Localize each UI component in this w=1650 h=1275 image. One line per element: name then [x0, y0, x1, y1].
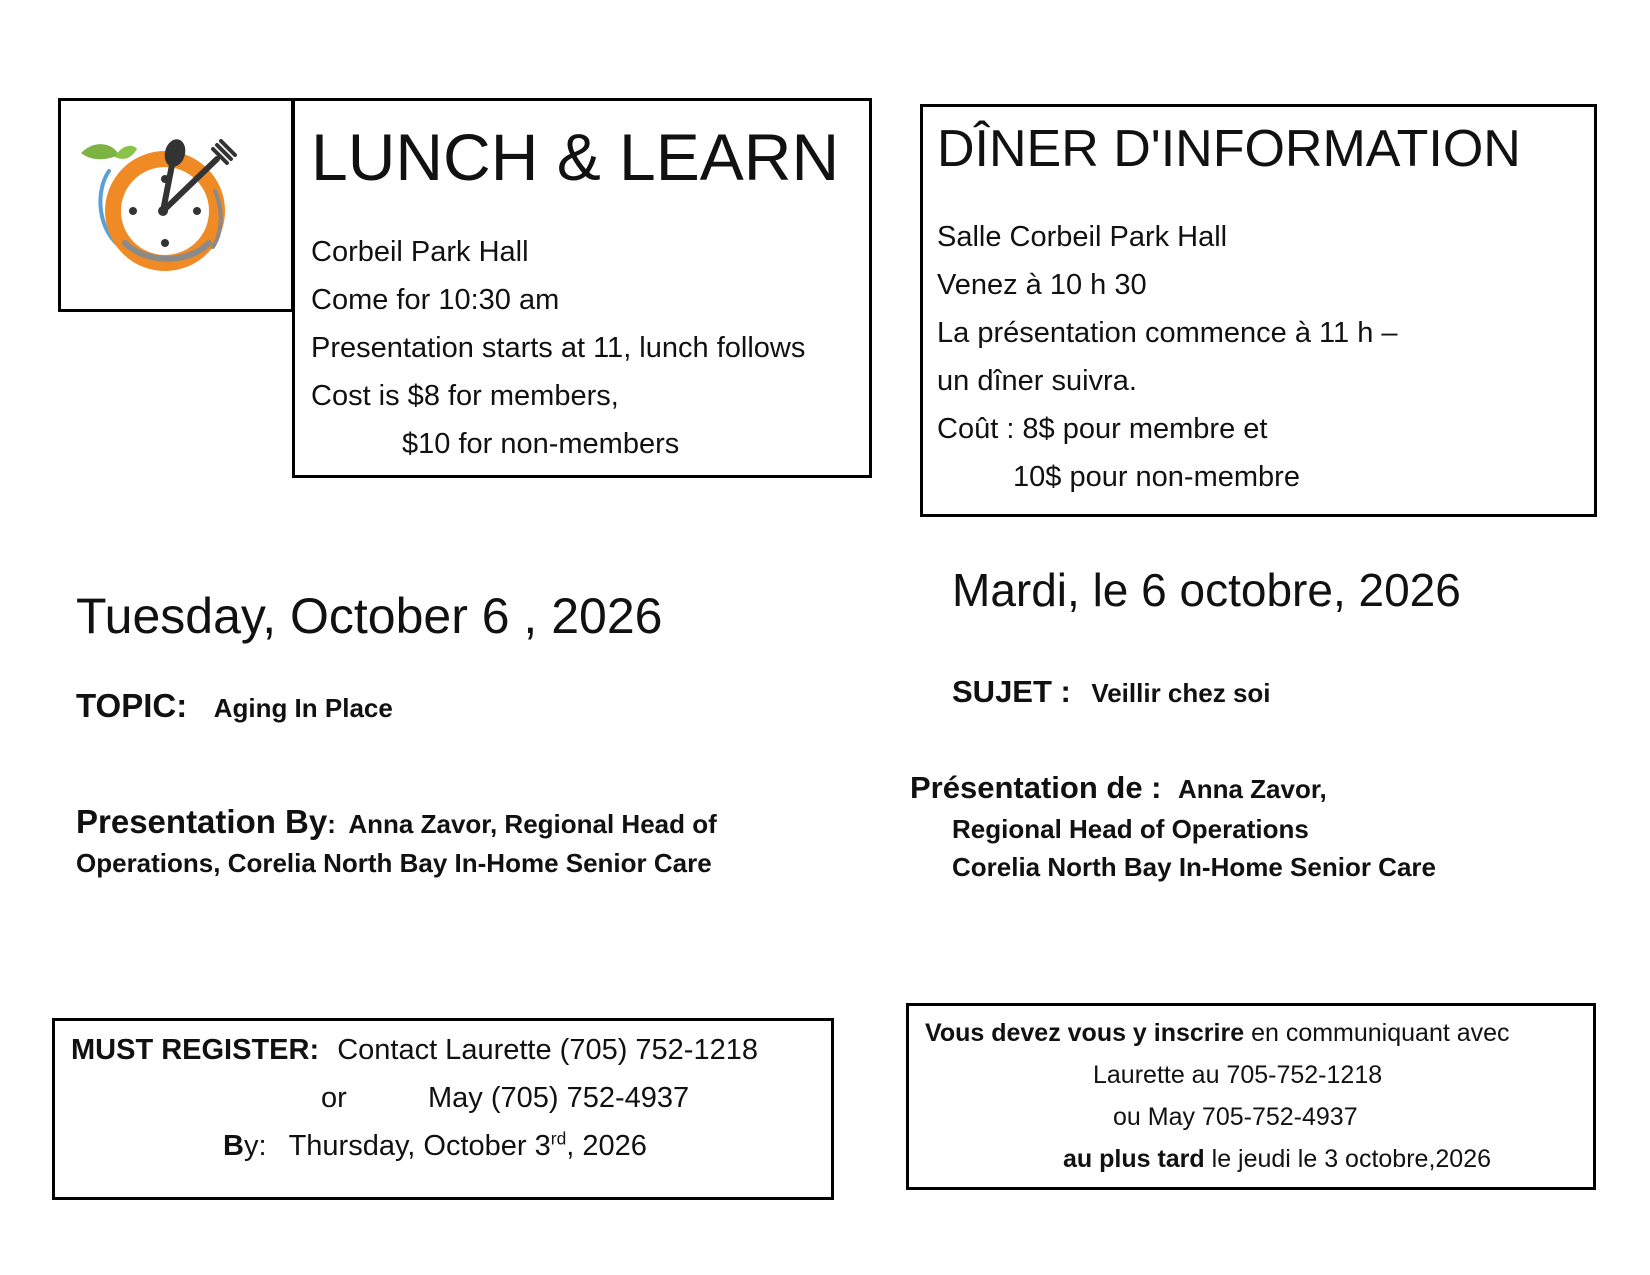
french-lunch: un dîner suivra.	[937, 365, 1137, 397]
french-deadline-bold: au plus tard	[1063, 1145, 1205, 1173]
english-register-box	[52, 1018, 834, 1200]
french-schedule: La présentation commence à 11 h –	[937, 317, 1398, 349]
logo-box	[58, 98, 294, 312]
french-info-box	[920, 104, 1597, 517]
french-register-laurette: Laurette au 705-752-1218	[1093, 1061, 1383, 1089]
french-presenter-role: Regional Head of Operations	[952, 814, 1309, 844]
register-deadline-post: , 2026	[566, 1130, 647, 1162]
register-or: or	[321, 1082, 347, 1114]
register-label: MUST REGISTER:	[71, 1034, 320, 1066]
french-register-deadline	[1063, 1142, 1491, 1176]
french-register-may: ou May 705-752-4937	[1113, 1103, 1358, 1131]
english-presenter-org: Operations, Corelia North Bay In-Home Senior Care	[76, 848, 712, 878]
french-topic-label: SUJET :	[952, 674, 1071, 709]
french-presenter-name: Anna Zavor,	[1177, 774, 1327, 804]
english-topic	[76, 686, 393, 733]
register-deadline	[223, 1128, 647, 1164]
french-date: Mardi, le 6 octobre, 2026	[952, 564, 1461, 616]
register-contact-may: May (705) 752-4937	[428, 1082, 690, 1114]
register-by-rest: y:	[243, 1130, 267, 1162]
register-deadline-sup: rd	[550, 1128, 567, 1149]
english-presenter	[76, 802, 717, 849]
english-venue: Corbeil Park Hall	[311, 236, 529, 268]
english-date: Tuesday, October 6 , 2026	[76, 588, 663, 644]
french-presenter-org: Corelia North Bay In-Home Senior Care	[952, 852, 1436, 882]
french-presenter-label: Présentation de :	[910, 770, 1162, 805]
french-register-box	[906, 1003, 1596, 1190]
english-cost-members: Cost is $8 for members,	[311, 380, 619, 412]
english-title: LUNCH & LEARN	[311, 120, 840, 194]
english-arrival-time: Come for 10:30 am	[311, 284, 560, 316]
french-presenter	[910, 768, 1327, 814]
english-cost-nonmembers: $10 for non-members	[402, 428, 680, 460]
french-deadline-rest: le jeudi le 3 octobre,2026	[1204, 1145, 1492, 1173]
french-register-rest: en communiquant avec	[1244, 1019, 1510, 1047]
english-presenter-label: Presentation By	[76, 803, 328, 840]
french-topic-value: Veillir chez soi	[1091, 678, 1271, 708]
clock-fork-spoon-icon	[75, 131, 255, 281]
french-cost-members: Coût : 8$ pour membre et	[937, 413, 1268, 445]
register-by-bold: B	[223, 1130, 244, 1162]
english-presenter-name: Anna Zavor, Regional Head of	[348, 809, 717, 839]
french-title: DÎNER D'INFORMATION	[937, 120, 1521, 178]
register-deadline-date	[289, 1130, 647, 1162]
french-register-bold: Vous devez vous y inscrire	[925, 1019, 1245, 1047]
english-register-line1	[71, 1032, 758, 1068]
english-presenter-colon: :	[327, 809, 336, 839]
french-topic	[952, 672, 1271, 718]
english-topic-label: TOPIC:	[76, 687, 188, 724]
english-topic-value: Aging In Place	[213, 693, 393, 723]
register-contact-laurette: Contact Laurette (705) 752-1218	[337, 1034, 758, 1066]
french-venue: Salle Corbeil Park Hall	[937, 221, 1228, 253]
english-info-box	[292, 98, 872, 478]
french-arrival-time: Venez à 10 h 30	[937, 269, 1147, 301]
french-register-line1	[925, 1016, 1510, 1050]
french-cost-nonmembers: 10$ pour non-membre	[1013, 461, 1300, 493]
register-deadline-pre: Thursday, October 3	[288, 1130, 551, 1162]
english-schedule: Presentation starts at 11, lunch follows	[311, 332, 806, 364]
